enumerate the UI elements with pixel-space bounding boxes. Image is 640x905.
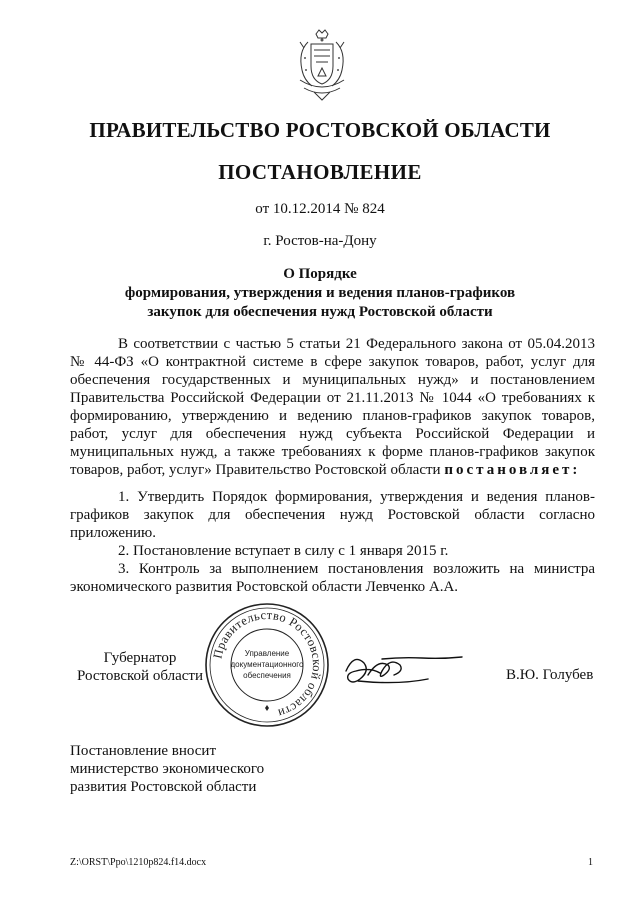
document-city: г. Ростов-на-Дону bbox=[263, 233, 377, 249]
stamp-ring-text: Правительство Ростовской области bbox=[210, 607, 325, 721]
document-type-heading: ПОСТАНОВЛЕНИЕ bbox=[218, 160, 422, 184]
stamp-center-line: Управление bbox=[244, 649, 290, 658]
resolution-item: 3. Контроль за выполнением постановления возложить на министра экономического развития Ростовской области Левченко А.А. bbox=[70, 561, 595, 595]
signer-position-line: Губернатор bbox=[103, 650, 177, 666]
submitted-by-line: министерство экономического bbox=[70, 761, 265, 777]
signer-name: В.Ю. Голубев bbox=[506, 667, 594, 683]
submitted-by-note bbox=[70, 742, 264, 796]
resolution-items bbox=[70, 488, 595, 596]
preamble-text: В соответствии с частью 5 статьи 21 Федерального закона от 05.04.2013 № 44-ФЗ «О контрактной системе в сфере закупок товаров, работ, услуг для обеспечения государственных и муниципальных нужд» и постановлением Правительства Российской Федерации от 21.11.2013 № 1044 «О требованиях к формированию, утверждению и ведению планов-графиков закупок товаров, работ, услуг для обеспечения нужд субъекта Российской Федерации и муниципальных нужд, а также требованиях к форме планов-графиков закупок товаров, работ, услуг» Правительство Ростовской области bbox=[70, 336, 595, 478]
resolution-item: 2. Постановление вступает в силу с 1 января 2015 г. bbox=[118, 543, 449, 559]
resolution-item: 1. Утвердить Порядок формирования, утверждения и ведения планов-графиков закупок для обеспечения нужд Ростовской области согласно приложению. bbox=[70, 489, 595, 541]
coat-of-arms-emblem bbox=[294, 28, 350, 104]
organization-title: ПРАВИТЕЛЬСТВО РОСТОВСКОЙ ОБЛАСТИ bbox=[89, 118, 551, 142]
stamp-center-line: документационного bbox=[230, 660, 304, 669]
submitted-by-line: развития Ростовской области bbox=[70, 779, 257, 795]
stamp-center-line: обеспечения bbox=[243, 671, 291, 680]
document-date-number: от 10.12.2014 № 824 bbox=[255, 201, 385, 217]
handwritten-signature bbox=[338, 645, 466, 693]
footer-page-number: 1 bbox=[588, 857, 593, 868]
subject-line: закупок для обеспечения нужд Ростовской области bbox=[147, 304, 493, 320]
footer-file-path: Z:\ORST\Ppo\1210p824.f14.docx bbox=[70, 857, 207, 868]
signer-position bbox=[70, 649, 210, 685]
signer-position-line: Ростовской области bbox=[77, 668, 203, 684]
official-seal-stamp bbox=[203, 601, 331, 729]
subject-line: О Порядке bbox=[283, 266, 357, 282]
preamble-paragraph bbox=[70, 335, 595, 479]
subject-line: формирования, утверждения и ведения планов-графиков bbox=[124, 285, 516, 301]
submitted-by-line: Постановление вносит bbox=[70, 743, 217, 759]
resolve-word: постановляет: bbox=[444, 462, 581, 478]
document-subject bbox=[70, 265, 570, 322]
